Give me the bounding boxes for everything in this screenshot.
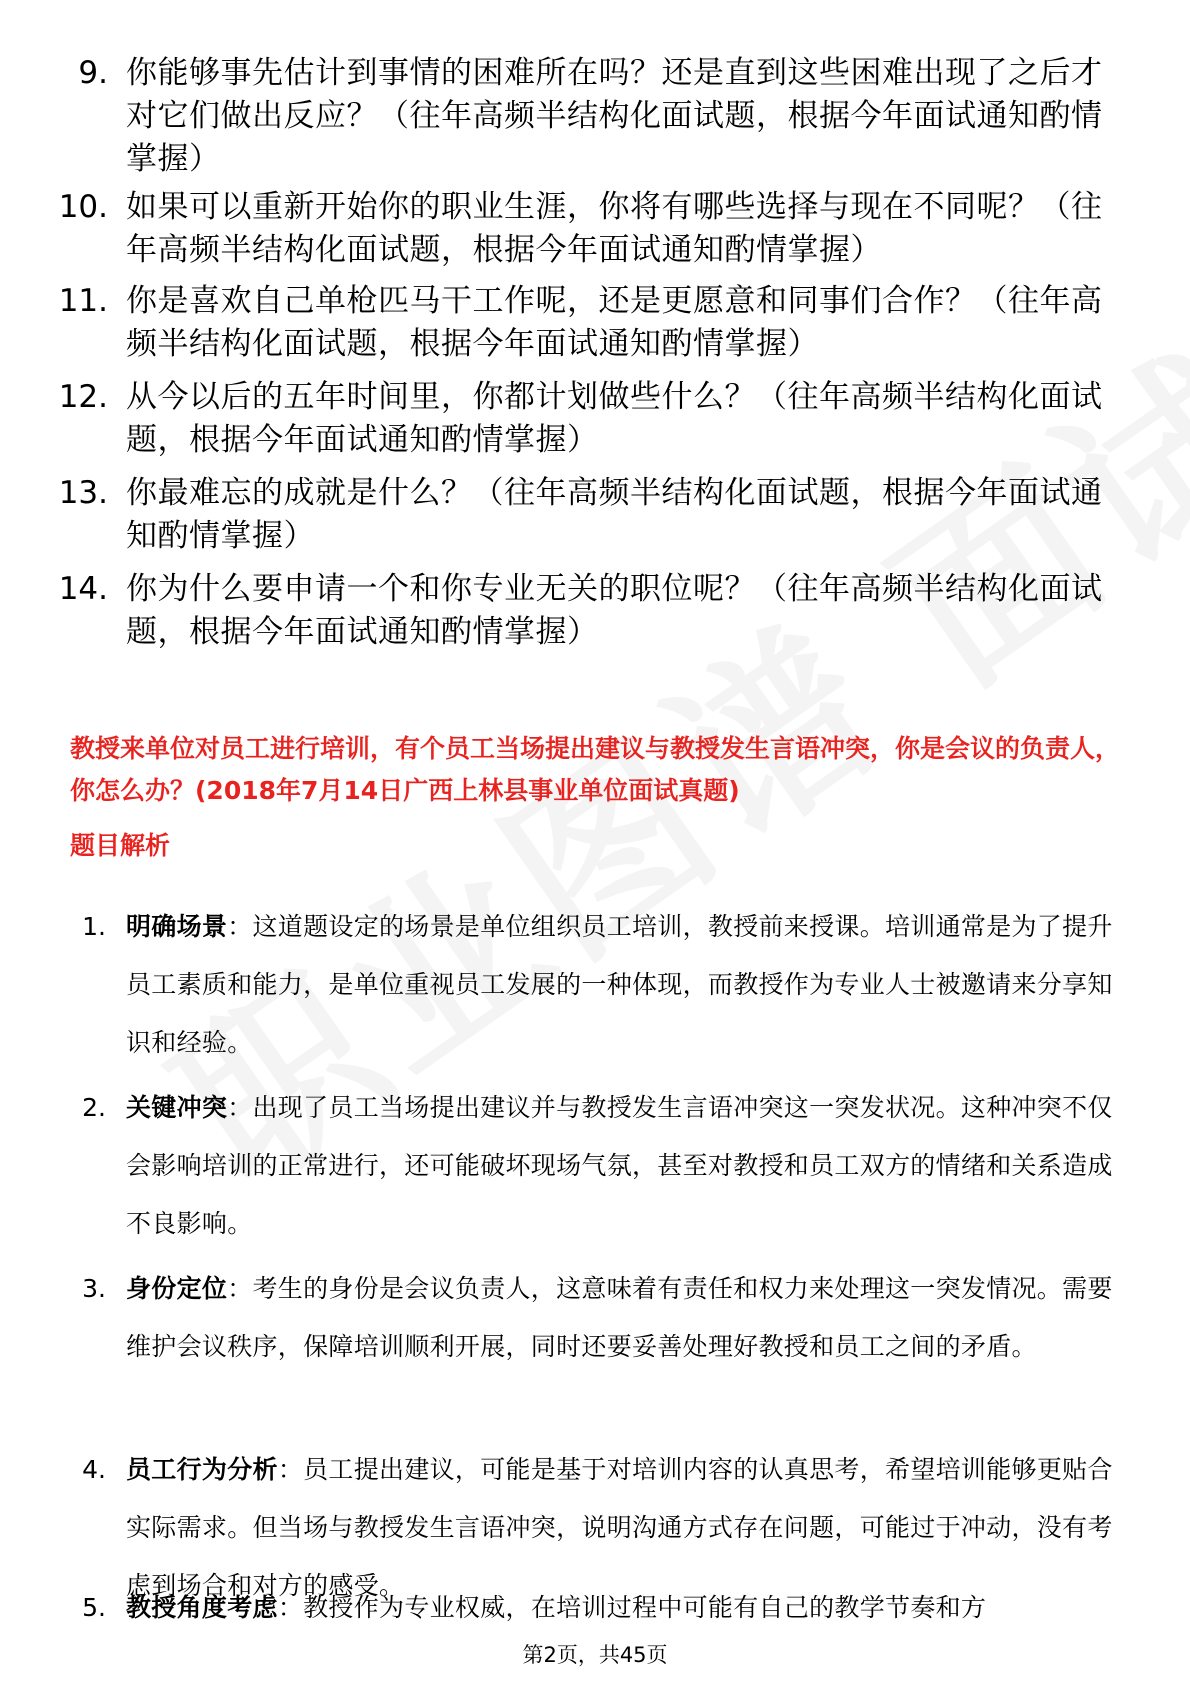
question-number: 9. (78, 55, 108, 91)
analysis-number: 5. (82, 1593, 106, 1622)
question-text (126, 280, 1126, 366)
analysis-label: 明确场景 (126, 912, 228, 941)
analysis-text (126, 1579, 1121, 1637)
analysis-label: 员工行为分析 (126, 1455, 278, 1484)
question-number: 14. (58, 571, 108, 607)
analysis-body: ：出现了员工当场提出建议并与教授发生言语冲突这一突发状况。这种冲突不仅会影响培训的正常进行，还可能破坏现场气氛，甚至对教授和员工双方的情绪和关系造成不良影响。 (126, 1093, 1113, 1238)
question-number: 12. (58, 379, 108, 415)
question-tag: （往年高频半结构化面试题，根据今年面试通知酌情掌握） (126, 98, 1103, 177)
page-footer: 第2页，共45页 (522, 1643, 668, 1667)
analysis-label: 身份定位 (126, 1274, 228, 1303)
analysis-body: ：员工提出建议，可能是基于对培训内容的认真思考，希望培训能够更贴合实际需求。但当场与教授发生言语冲突，说明沟通方式存在问题，可能过于冲动，没有考虑到场合和对方的感受。 (126, 1455, 1113, 1600)
analysis-number: 2. (82, 1093, 106, 1122)
analysis-text (126, 898, 1121, 1072)
analysis-text (126, 1079, 1121, 1253)
question-tag: （往年高频半结构化面试题，根据今年面试通知酌情掌握） (126, 475, 1103, 554)
question-text (126, 568, 1126, 654)
analysis-body: ：教授作为专业权威，在培训过程中可能有自己的教学节奏和方 (277, 1593, 987, 1622)
section-title: 题目解析 (70, 831, 171, 860)
question-text (126, 376, 1126, 462)
question-body: 你能够事先估计到事情的困难所在吗？还是直到这些困难出现了之后才对它们做出反应？ (126, 55, 1103, 134)
analysis-label: 教授角度考虑 (126, 1593, 278, 1622)
question-body: 你最难忘的成就是什么？ (126, 475, 473, 511)
question-text (126, 52, 1126, 181)
analysis-number: 4. (82, 1455, 106, 1484)
question-tag: （往年高频半结构化面试题，根据今年面试通知酌情掌握） (126, 283, 1103, 362)
question-body: 从今以后的五年时间里，你都计划做些什么？ (126, 379, 756, 415)
analysis-number: 3. (82, 1274, 106, 1303)
question-body: 你为什么要申请一个和你专业无关的职位呢？ (126, 571, 756, 607)
question-tag: （往年高频半结构化面试题，根据今年面试通知酌情掌握） (126, 571, 1103, 650)
analysis-body: ：这道题设定的场景是单位组织员工培训，教授前来授课。培训通常是为了提升员工素质和能力，是单位重视员工发展的一种体现，而教授作为专业人士被邀请来分享知识和经验。 (126, 912, 1113, 1057)
question-text (126, 186, 1126, 272)
analysis-text (126, 1260, 1121, 1376)
analysis-body: ：考生的身份是会议负责人，这意味着有责任和权力来处理这一突发情况。需要维护会议秩序，保障培训顺利开展，同时还要妥善处理好教授和员工之间的矛盾。 (126, 1274, 1113, 1361)
question-body: 你是喜欢自己单枪匹马干工作呢，还是更愿意和同事们合作？ (126, 283, 977, 319)
question-body: 如果可以重新开始你的职业生涯，你将有哪些选择与现在不同呢？ (126, 189, 1040, 225)
question-number: 13. (58, 475, 108, 511)
question-text (126, 472, 1126, 558)
question-number: 10. (58, 189, 108, 225)
analysis-label: 关键冲突 (126, 1093, 228, 1122)
question-number: 11. (58, 283, 108, 319)
question-headline: 教授来单位对员工进行培训，有个员工当场提出建议与教授发生言语冲突，你是会议的负责人，你怎么办？(2018年7月14日广西上林县事业单位面试真题) (70, 734, 1121, 805)
question-tag: （往年高频半结构化面试题，根据今年面试通知酌情掌握） (126, 379, 1103, 458)
analysis-number: 1. (82, 912, 106, 941)
question-tag: （往年高频半结构化面试题，根据今年面试通知酌情掌握） (126, 189, 1103, 268)
